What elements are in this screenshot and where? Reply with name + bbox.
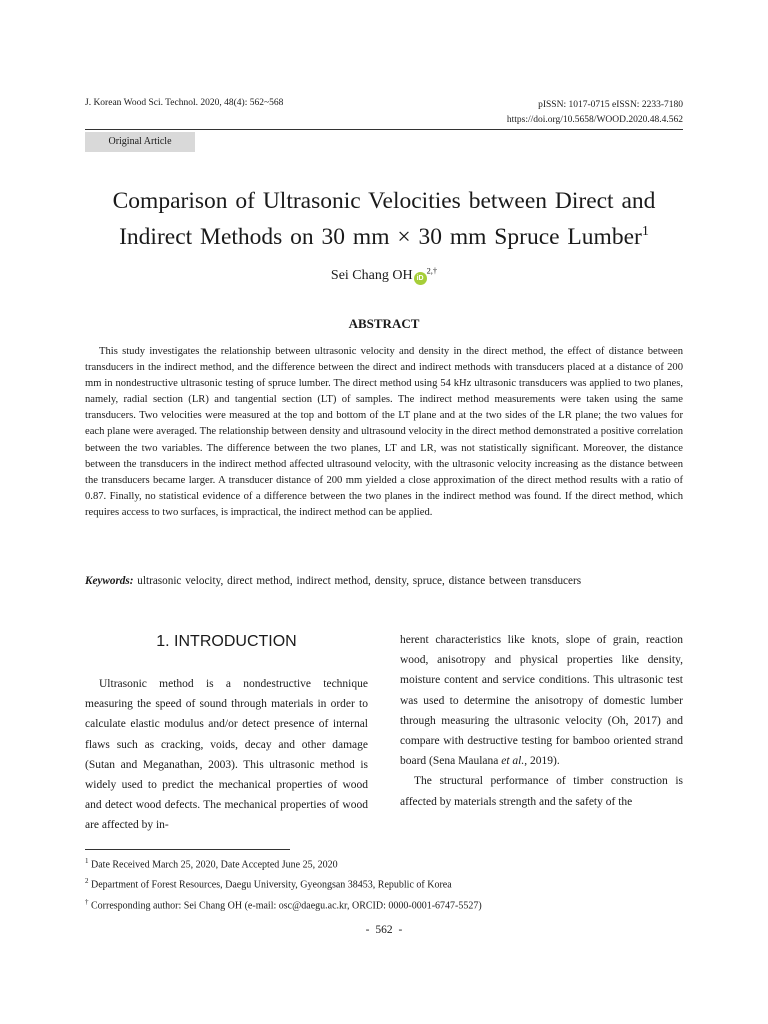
author-line	[0, 268, 768, 285]
intro-continued-text: herent characteristics like knots, slope of grain, reaction wood, anisotropy and physical properties like density, moisture content and service conditions. This ultrasonic test was used to determine the anisotropy of domestic lumber through measuring the ultrasonic velocity (Oh, 2017) and compare with destructive testing for bamboo oriented strand board (Sena Maulana	[400, 634, 683, 768]
keywords-label: Keywords:	[85, 575, 134, 587]
footnote-mark: 1	[85, 857, 89, 865]
page-number: - 562 -	[365, 924, 403, 936]
author-affiliation-mark: 2,†	[426, 266, 438, 276]
intro-paragraph-2: The structural performance of timber construction is affected by materials strength and the safety of the	[400, 775, 683, 808]
orcid-icon[interactable]: iD	[414, 272, 427, 285]
title-line-2-text: Indirect Methods on 30 mm × 30 mm Spruce Lumber	[119, 224, 642, 250]
keywords-text: ultrasonic velocity, direct method, indirect method, density, spruce, distance between transducers	[137, 575, 582, 587]
article-title	[85, 183, 683, 255]
footnotes	[85, 853, 683, 914]
article-type-badge: Original Article	[85, 132, 195, 152]
intro-etal: et al.	[501, 755, 525, 768]
journal-citation: J. Korean Wood Sci. Technol. 2020, 48(4): 562~568	[85, 98, 284, 108]
footnote-2	[85, 873, 683, 893]
abstract-heading: ABSTRACT	[348, 316, 420, 331]
footnote-text: Corresponding author: Sei Chang OH (e-mail: osc@daegu.ac.kr, ORCID: 0000-0001-6747-5527)	[91, 899, 482, 911]
title-line-2	[85, 219, 683, 255]
title-line-1: Comparison of Ultrasonic Velocities between Direct and	[112, 188, 656, 214]
footnote-3	[85, 894, 683, 914]
section-heading-introduction: 1. INTRODUCTION	[156, 633, 297, 650]
doi-link[interactable]: https://doi.org/10.5658/WOOD.2020.48.4.562	[506, 115, 683, 125]
intro-continued-end: , 2019).	[524, 755, 560, 768]
abstract-body: This study investigates the relationship between ultrasonic velocity and density in the direct method, the effect of distance between transducers in the indirect method, and the difference between the direct and indirect methods with transducers placed at a distance of 200 mm in nondestructive ultrasonic testing of spruce lumber. The direct method using 54 kHz ultrasonic transducers was applied to two planes, namely, radial section (LR) and tangential section (LT) of samples. The indirect method measurements were taken using the same transducers. Two velocities were measured at the top and bottom of the LT plane and at the two sides of the LR plane; the two values for each plane were averaged. The relationship between density and ultrasound velocity in the direct method demonstrated a positive correlation between the two variables. The difference between the two planes, LT and LR, was not statistically significant. Moreover, the distance between the transducers in the indirect method affected ultrasound velocity, with the ultrasonic velocity increasing as the distance between the transducers became larger. A transducer distance of 200 mm yielded a close approximation of the direct method results with a ratio of 0.87. Finally, no statistical evidence of a difference between the two planes in the indirect method was found. If the direct method, which requires access to two surfaces, is impractical, the indirect method can be applied.	[85, 346, 683, 518]
footnote-text: Date Received March 25, 2020, Date Accepted June 25, 2020	[91, 859, 338, 871]
title-footnote-mark: 1	[641, 223, 649, 240]
footnote-mark: 2	[85, 877, 89, 886]
issn-line: pISSN: 1017-0715 eISSN: 2233-7180	[538, 100, 683, 110]
header-divider	[85, 129, 683, 130]
left-column	[85, 630, 368, 836]
author-name: Sei Chang OH	[330, 268, 413, 283]
footnote-text: Department of Forest Resources, Daegu University, Gyeongsan 38453, Republic of Korea	[91, 879, 452, 891]
footnote-divider	[85, 849, 290, 850]
keywords-line	[85, 575, 683, 587]
intro-paragraph-1: Ultrasonic method is a nondestructive technique measuring the speed of sound through materials in order to calculate elastic modulus and/or detect presence of internal flaws such as cracking, voids, decay and other damage (Sutan and Meganathan, 2003). This ultrasonic method is widely used to predict the mechanical properties of wood and detect wood defects. The mechanical properties of wood are affected by in-	[85, 678, 368, 832]
right-column	[400, 630, 683, 812]
intro-paragraph-1-continued	[400, 630, 683, 771]
footnote-mark: †	[85, 897, 89, 906]
journal-identifiers	[507, 98, 683, 128]
footnote-1	[85, 853, 683, 873]
